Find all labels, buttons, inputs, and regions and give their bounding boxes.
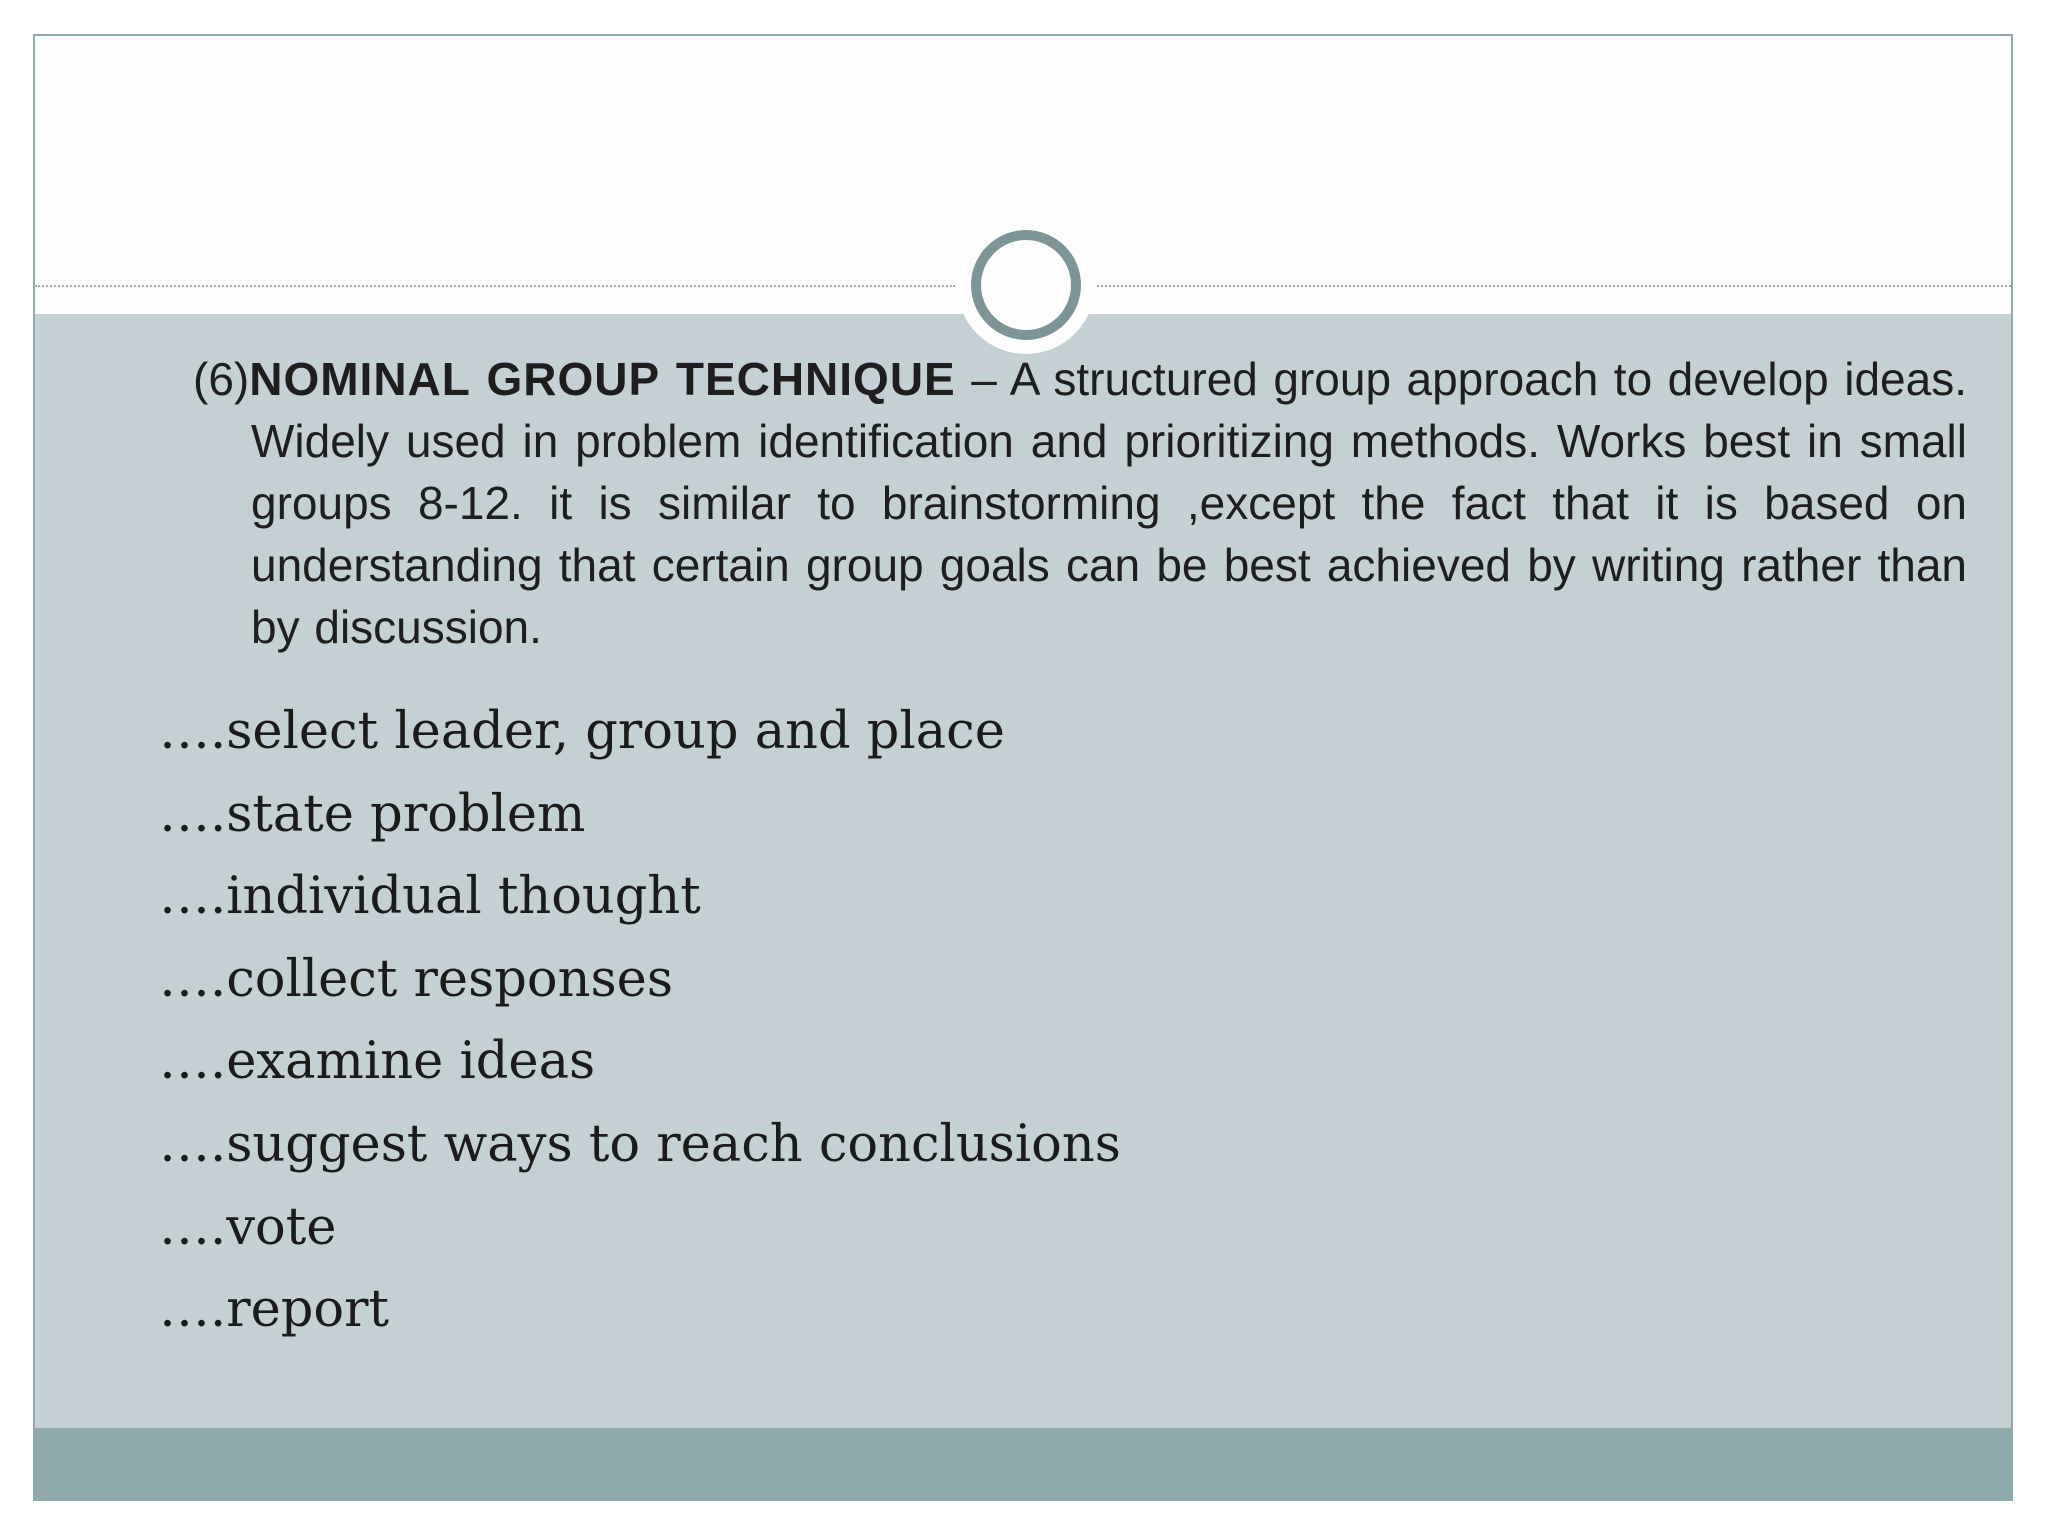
step-item: ….examine ideas (159, 1032, 596, 1092)
header-divider-right (1097, 285, 2013, 287)
step-item: ….collect responses (159, 949, 674, 1009)
header-divider-left (35, 285, 955, 287)
slide (33, 34, 2013, 1501)
step-item: ….individual thought (159, 867, 701, 927)
definition-number: (6) (193, 353, 250, 405)
step-item: ….report (159, 1280, 389, 1340)
steps-list (159, 691, 1121, 1352)
step-item: ….select leader, group and place (159, 702, 1005, 761)
definition-body: – A structured group approach to develop ideas. Widely used in problem identification and prioritizing methods. Works best in small groups 8-12. it is similar to brainstorming ,except the fact that it is based on understanding that certain group goals can be best achieved by writing rather than by discussion. (251, 353, 1967, 653)
step-item: ….suggest ways to reach conclusions (159, 1114, 1121, 1174)
step-item: ….vote (159, 1197, 337, 1257)
slide-footer-band (35, 1428, 2011, 1499)
definition-title: NOMINAL GROUP TECHNIQUE (249, 353, 956, 405)
technique-definition (193, 348, 1967, 658)
step-item: ….state problem (159, 784, 586, 844)
circle-ring-icon (971, 230, 1081, 340)
